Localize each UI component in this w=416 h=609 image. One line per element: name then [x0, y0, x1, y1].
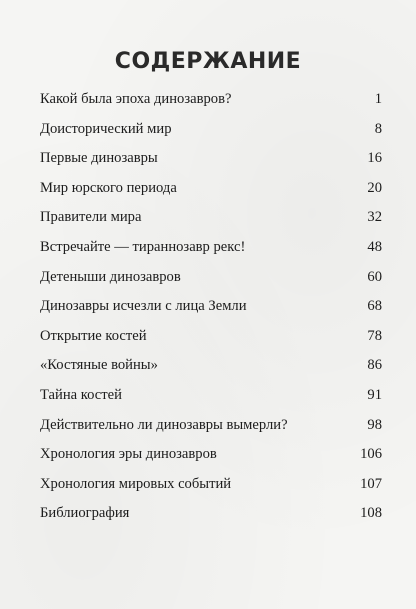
toc-entry-title: Правители мира — [40, 209, 142, 226]
toc-entry — [40, 470, 382, 500]
toc-entry-page: 106 — [360, 446, 382, 463]
toc-entry — [40, 144, 382, 174]
toc-entry-page: 16 — [367, 150, 382, 167]
toc-entry-page: 98 — [367, 416, 382, 433]
toc-entry — [40, 411, 382, 441]
toc-entry — [40, 351, 382, 381]
toc-entry-page: 68 — [367, 298, 382, 315]
toc-entry-page: 1 — [374, 91, 382, 107]
toc-entry — [40, 203, 382, 233]
toc-entry-page: 108 — [360, 505, 382, 522]
toc-entry-page: 60 — [367, 268, 382, 285]
toc-entry — [40, 499, 382, 529]
toc-entry-title: Открытие костей — [40, 327, 147, 344]
toc-entry-page: 32 — [367, 209, 382, 226]
toc-entry-page: 78 — [367, 327, 382, 344]
toc-entry-title: Первые динозавры — [40, 150, 158, 167]
toc-entry — [40, 85, 382, 115]
toc-entry — [40, 263, 382, 293]
toc-entry-title: Встречайте — тираннозавр рекс! — [40, 238, 246, 255]
toc-entry — [40, 115, 382, 145]
toc-entry-title: Тайна костей — [40, 386, 122, 403]
toc-entry-title: Действительно ли динозавры вымерли? — [40, 416, 288, 433]
toc-entry-page: 91 — [367, 386, 382, 403]
toc-entry-page: 107 — [360, 475, 382, 492]
toc-entry-title: Мир юрского периода — [40, 179, 177, 196]
toc-entry — [40, 381, 382, 411]
toc-entry-title: Динозавры исчезли с лица Земли — [40, 298, 247, 315]
toc-entry-page: 48 — [367, 238, 382, 255]
toc-entry — [40, 440, 382, 470]
toc-entry — [40, 174, 382, 204]
toc-entry-page: 8 — [374, 120, 382, 137]
toc-entry-title: Хронология эры динозавров — [40, 446, 217, 463]
toc-entry-title: Библиография — [40, 505, 130, 522]
page-title: СОДЕРЖАНИЕ — [114, 49, 302, 74]
toc-entry-title: Детеныши динозавров — [40, 268, 181, 285]
toc-entry — [40, 292, 382, 322]
toc-entry-title: Доисторический мир — [40, 120, 172, 137]
toc-entry-title: Какой была эпоха динозавров? — [40, 91, 232, 107]
toc-entry-page: 20 — [367, 179, 382, 196]
toc-entry-title: «Костяные войны» — [40, 357, 158, 374]
toc-entry — [40, 322, 382, 352]
toc-entry-page: 86 — [367, 357, 382, 374]
table-of-contents — [40, 85, 382, 529]
toc-entry — [40, 233, 382, 263]
toc-entry-title: Хронология мировых событий — [40, 475, 232, 492]
